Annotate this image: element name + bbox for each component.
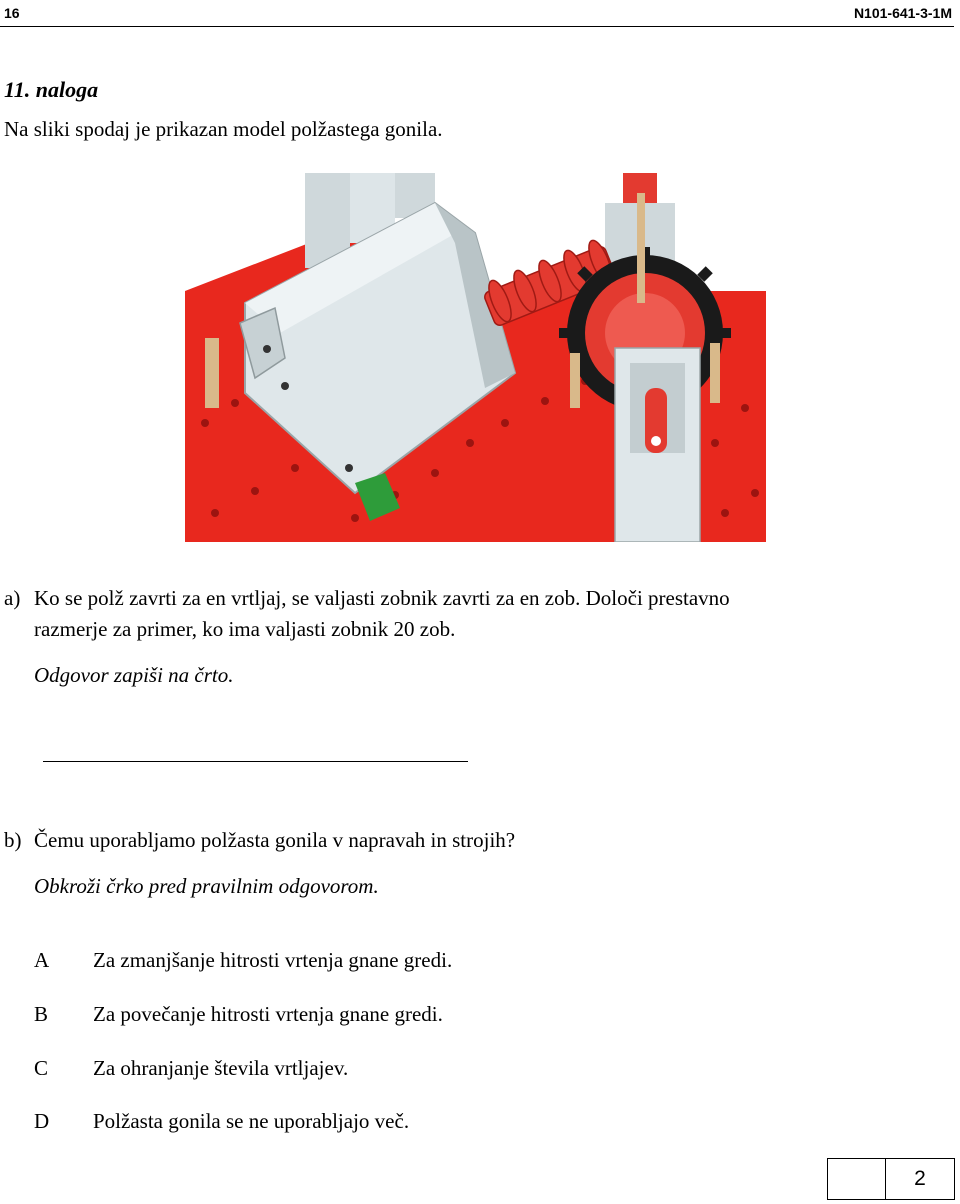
option-letter[interactable]: B (34, 1002, 49, 1026)
question-b-letter: b) (4, 828, 22, 852)
option-text: Za ohranjanje števila vrtljajev. (93, 1056, 349, 1080)
question-a-text-line2: razmerje za primer, ko ima valjasti zobnik 20 zob. (34, 617, 456, 641)
option-text: Za povečanje hitrosti vrtenja gnane gredi. (93, 1002, 443, 1026)
score-points: 2 (914, 1167, 926, 1190)
question-b-instruction: Obkroži črko pred pravilnim odgovorom. (34, 874, 379, 898)
option-letter[interactable]: A (34, 948, 50, 972)
question-a-instruction: Odgovor zapiši na črto. (34, 663, 234, 687)
question-b-text: Čemu uporabljamo polžasta gonila v napravah in strojih? (34, 828, 516, 852)
option-text: Za zmanjšanje hitrosti vrtenja gnane gredi. (93, 948, 453, 972)
page-header (0, 0, 954, 27)
question-a-text-line1: Ko se polž zavrti za en vrtljaj, se valjasti zobnik zavrti za en zob. Določi prestavno (34, 586, 730, 610)
worm-gear-model-photo (185, 173, 766, 542)
document-code: N101-641-3-1M (853, 5, 952, 21)
task-intro: Na sliki spodaj je prikazan model polžastega gonila. (4, 117, 443, 141)
option-letter[interactable]: C (34, 1056, 49, 1080)
option-text: Polžasta gonila se ne uporabljajo več. (93, 1109, 410, 1133)
page-number: 16 (4, 5, 20, 21)
option-letter[interactable]: D (34, 1109, 50, 1133)
question-a-letter: a) (4, 586, 21, 610)
score-box (827, 1158, 955, 1200)
answer-line[interactable] (43, 761, 468, 762)
task-title: 11. naloga (4, 77, 99, 102)
